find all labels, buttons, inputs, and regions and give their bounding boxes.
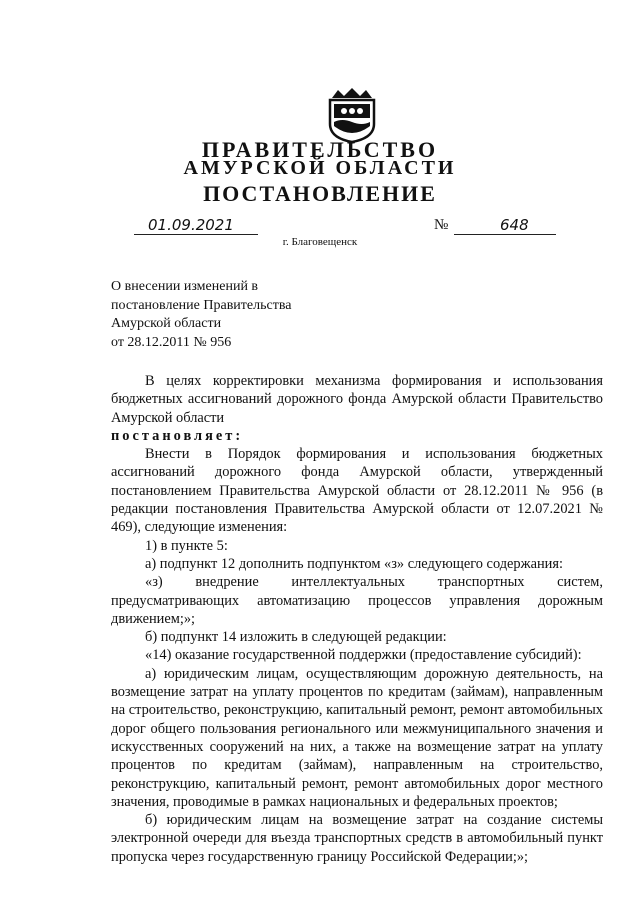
document-type: ПОСТАНОВЛЕНИЕ	[203, 181, 437, 206]
paragraph-4: «з) внедрение интеллектуальных транспортных систем, предусматривающих автоматизацию процессов управления дорожным движением;»;	[111, 574, 603, 627]
number-sign: №	[434, 217, 449, 233]
subject-line: О внесении изменений в	[111, 279, 259, 294]
paragraph-7: а) юридическим лицам, осуществляющим дорожную деятельность, на возмещение затрат на уплату процентов по кредитам (займам), направленным на строительство, реконструкцию, капитальный ремонт, ремонт автомобильных дорог общего пользования регионального или межмуниципального значения и искусственных сооружений на них, а также на возмещение затрат на уплату процентов по кредитам (займам), направленным на строительство, реконструкцию, капитальный ремонт, ремонт автомобильных дорог местного значения, проводимые в рамках национальных и федеральных проектов;	[111, 665, 603, 810]
paragraph-3: а) подпункт 12 дополнить подпунктом «з» следующего содержания:	[145, 555, 563, 572]
resolves-heading: постановляет:	[111, 427, 244, 444]
preamble: В целях корректировки механизма формирования и использования бюджетных ассигнований дорожного фонда Амурской области Правительство Амурской области	[111, 373, 603, 426]
paragraph-8: б) юридическим лицам на возмещение затрат на создание системы электронной очереди для въезда транспортных средств в автомобильный пункт пропуска через государственную границу Российской Федерации;»;	[111, 812, 603, 865]
subject-line: от 28.12.2011 № 956	[111, 334, 232, 350]
city: г. Благовещенск	[282, 236, 358, 248]
subject-line: постановление Правительства	[111, 297, 292, 313]
government-title: ПРАВИТЕЛЬСТВО	[201, 137, 439, 162]
subject-line: Амурской области	[111, 316, 222, 331]
date-underline	[134, 234, 258, 235]
paragraph-1: Внести в Порядок формирования и использования бюджетных ассигнований дорожного фонда Амурской области, утвержденный постановлением Правительства Амурской области от 28.12.2011 № 956 (в редакции постановления Правительства Амурской области от 12.07.2021 № 469), следующие изменения:	[111, 446, 603, 536]
document-body	[111, 372, 603, 866]
paragraph-6: «14) оказание государственной поддержки (предоставление субсидий):	[145, 647, 582, 664]
paragraph-5: б) подпункт 14 изложить в следующей редакции:	[145, 629, 447, 646]
number-underline	[454, 234, 556, 235]
document-number: 648	[500, 216, 529, 234]
paragraph-2: 1) в пункте 5:	[145, 537, 228, 554]
document-date: 01.09.2021	[148, 216, 234, 234]
government-region: АМУРСКОЙ ОБЛАСТИ	[183, 157, 457, 179]
document-subject	[111, 278, 291, 352]
coat-of-arms-emblem	[324, 84, 380, 144]
